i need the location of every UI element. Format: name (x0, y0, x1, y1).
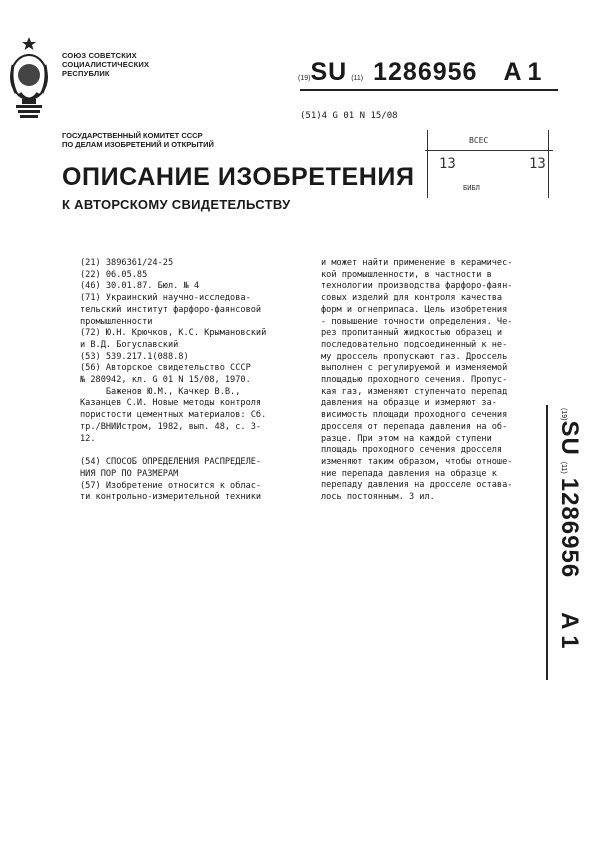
document-subtitle: К АВТОРСКОМУ СВИДЕТЕЛЬСТВУ (62, 197, 291, 212)
committee-line: ПО ДЕЛАМ ИЗОБРЕТЕНИЙ И ОТКРЫТИЙ (62, 140, 214, 149)
ussr-line: РЕСПУБЛИК (62, 69, 110, 78)
abstract-line: му дроссель пропускают газ. Дроссель (321, 351, 508, 362)
abstract-line: кая газ, изменяют ступенчато перепад (321, 386, 508, 397)
biblio-line: и В.Д. Богуславский (80, 339, 179, 350)
stamp-text: ВСЕС (469, 136, 489, 145)
publication-number (298, 58, 541, 87)
abstract-line: лось постоянным. 3 ил. (321, 492, 435, 503)
code-19: (19) (298, 75, 311, 82)
abstract-line: изменяют таким образом, чтобы отноше- (321, 456, 513, 467)
committee-label (62, 131, 214, 149)
country-code: SU (556, 420, 583, 456)
abstract-line: выполнен с регулируемой и изменяемой (321, 363, 508, 374)
code-11: (11) (560, 461, 567, 474)
abstract-line: разце. При этом на каждой ступени (321, 433, 492, 444)
abstract-line: площадью проходного сечения. Пропус- (321, 375, 508, 386)
abstract-line: последовательно подсоединенный к не- (321, 339, 508, 350)
bibliographic-column (80, 258, 298, 504)
biblio-line: (56) Авторское свидетельство СССР (80, 363, 251, 374)
side-publication-number (545, 400, 585, 690)
patent-number: 1286956 (373, 58, 478, 86)
country-code: SU (310, 58, 348, 86)
library-stamp (425, 126, 553, 200)
biblio-line: (46) 30.01.87. Бюл. № 4 (80, 281, 199, 292)
biblio-line: (21) 3896361/24-25 (80, 258, 174, 268)
abstract-line: висимость площади проходного сечения (321, 410, 508, 421)
stamp-text: 13 (529, 156, 546, 172)
biblio-line: Казанцев С.И. Новые методы контроля (80, 398, 262, 409)
abstract-line: совых изделий для контроля качества (321, 293, 503, 304)
abstract-line: площадь проходного сечения дросселя (321, 445, 503, 456)
committee-line: ГОСУДАРСТВЕННЫЙ КОМИТЕТ СССР (62, 131, 203, 140)
ussr-line: СОЦИАЛИСТИЧЕСКИХ (62, 60, 150, 69)
abstract-line: перепаду давления на дросселе остава- (321, 480, 513, 491)
abstract-line: - повышение точности определения. Че- (321, 316, 513, 327)
biblio-line: (22) 06.05.85 (80, 269, 148, 280)
ussr-emblem (8, 35, 50, 120)
stamp-text: БИБЛ (463, 184, 480, 192)
kind-code: A 1 (503, 58, 542, 86)
document-title: ОПИСАНИЕ ИЗОБРЕТЕНИЯ (62, 163, 415, 191)
biblio-line: № 280942, кл. G 01 N 15/08, 1970. (80, 375, 251, 386)
abstract-column (321, 258, 557, 504)
abstract-line: ти контрольно-измерительной техники (80, 492, 262, 503)
abstract-line: НИЯ ПОР ПО РАЗМЕРАМ (80, 468, 179, 479)
code-11: (11) (351, 75, 364, 82)
abstract-line: форм и огнеприпаса. Цель изобретения (321, 304, 508, 315)
biblio-line: пористости цементных материалов: Сб. (80, 410, 267, 421)
abstract-line: (57) Изобретение относится к облас- (80, 480, 262, 491)
stamp-text: 13 (439, 156, 456, 172)
abstract-line: ние перепада давления на образце к (321, 468, 497, 479)
abstract-line: технологии производства фарфоро-фаян- (321, 281, 513, 292)
abstract-line: (54) СПОСОБ ОПРЕДЕЛЕНИЯ РАСПРЕДЕЛЕ- (80, 457, 262, 468)
biblio-line: (72) Ю.Н. Крючков, К.С. Крымановский (80, 328, 267, 339)
ussr-label (62, 51, 149, 78)
code-19: (19) (560, 408, 567, 421)
kind-code: A 1 (556, 612, 583, 649)
abstract-line: кой промышленности, в частности в (321, 269, 492, 280)
abstract-line: дросселя от перепада давления на об- (321, 421, 508, 432)
biblio-line: 12. (80, 433, 96, 444)
abstract-line: и может найти применение в керамичес- (321, 258, 513, 268)
ussr-line: СОЮЗ СОВЕТСКИХ (62, 51, 137, 60)
biblio-line: тр./ВНИИстром, 1982, вып. 48, с. 3- (80, 421, 262, 432)
abstract-line: рез пропитанный жидкостью образец и (321, 328, 503, 339)
biblio-line: (53) 539.217.1(088.8) (80, 351, 189, 362)
ipc-classification: (51)4 G 01 N 15/08 (300, 111, 398, 121)
biblio-line: (71) Украинский научно-исследова- (80, 293, 251, 304)
biblio-line: промышленности (80, 316, 153, 327)
biblio-line: Баженов Ю.М., Качкер В.В., (80, 386, 241, 397)
abstract-line: давления на образце и измеряют за- (321, 398, 497, 409)
biblio-line: тельский институт фарфоро-фаянсовой (80, 304, 262, 315)
header-rule (300, 89, 558, 91)
patent-number: 1286956 (556, 477, 583, 579)
